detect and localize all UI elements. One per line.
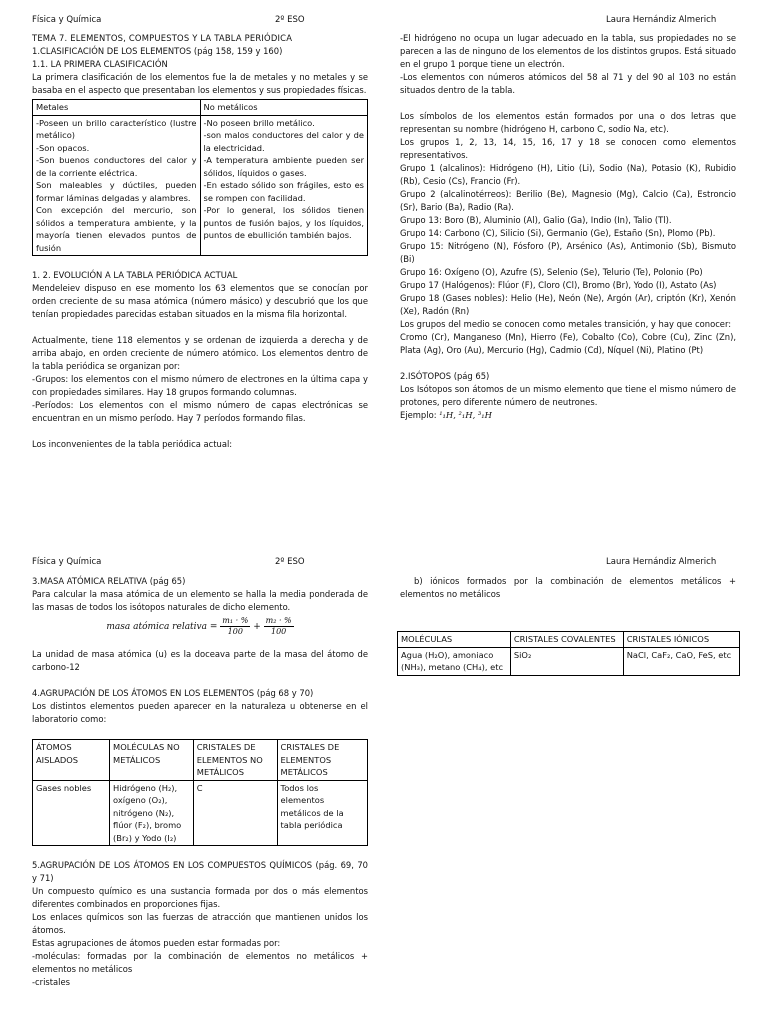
group-line: Grupo 17 (Halógenos): Flúor (F), Cloro (Cl), Bromo (Br), Yodo (I), Astato (As) [400, 280, 717, 290]
paragraph: Cromo (Cr), Manganeso (Mn), Hierro (Fe), Cobalto (Co), Cobre (Cu), Zinc (Zn), Plata (Ag), Oro (Au), Mercurio (Hg), Cadmio (Cd), Níquel (Ni), Platino (Pt) [400, 332, 736, 355]
group-line: Grupo 14: Carbono (C), Silicio (Si), Germanio (Ge), Estaño (Sn), Plomo (Pb). [400, 228, 716, 238]
table-header-cell: No metálicos [200, 100, 368, 116]
paragraph: Los distintos elementos pueden aparecer en la naturaleza u obtenerse en el laboratorio como: [32, 701, 368, 724]
header-grade: 2º ESO [275, 15, 305, 25]
paragraph: Los Isótopos son átomos de un mismo elemento que tiene el mismo número de protones, pero diferente número de neutrones. [400, 384, 736, 407]
page2-left-column [32, 575, 368, 989]
paragraph: La primera clasificación de los elementos fue la de metales y no metales y se basaba en el aspecto que presentaban los elementos y sus propiedades físicas. [32, 72, 368, 95]
paragraph: Los enlaces químicos son las fuerzas de atracción que mantienen unidos los átomos. [32, 912, 368, 935]
header-subject: Física y Química [32, 15, 102, 25]
example-label: Ejemplo: [400, 410, 437, 420]
table-header-cell: Metales [33, 100, 201, 116]
paragraph: La unidad de masa atómica (u) es la doceava parte de la masa del átomo de carbono-12 [32, 649, 368, 672]
nonmetal-property: -No poseen brillo metálico. [203, 117, 315, 128]
paragraph: -Períodos: Los elementos con el mismo número de capas electrónicas se encuentran en un mismo período. Hay 7 períodos formando filas. [32, 400, 368, 423]
group-line: Grupo 13: Boro (B), Aluminio (Al), Galio (Ga), Indio (In), Talio (Tl). [400, 215, 672, 225]
group-line: Grupo 16: Oxígeno (O), Azufre (S), Selenio (Se), Telurio (Te), Polonio (Po) [400, 267, 703, 277]
paragraph: Los grupos 1, 2, 13, 14, 15, 16, 17 y 18 se conocen como elementos representativos. [400, 137, 736, 160]
table-header-cell: MOLÉCULAS [398, 632, 511, 648]
header-subject: Física y Química [32, 557, 102, 567]
nonmetal-property: -son malos conductores del calor y de la electricidad. [203, 130, 364, 153]
paragraph: Los grupos del medio se conocen como metales transición, y hay que conocer: [400, 319, 732, 329]
section-heading: 1.CLASIFICACIÓN DE LOS ELEMENTOS (pág 158, 159 y 160) [32, 46, 283, 56]
example-line [400, 409, 736, 422]
paragraph: Los símbolos de los elementos están formados por una o dos letras que representan su nombre (hidrógeno H, carbono C, sodio Na, etc). [400, 111, 736, 134]
fraction-denominator: 100 [270, 627, 287, 636]
paragraph: -Grupos: los elementos con el mismo número de electrones en la última capa y con propiedades similares. Hay 18 grupos formando columnas. [32, 374, 368, 397]
table-cell: C [193, 780, 277, 846]
isotope-notation: ¹₁H, ²₁H, ³₁H [439, 410, 492, 420]
table-cell [33, 115, 201, 256]
table-cell: SiO₂ [510, 647, 623, 675]
header-author: Laura Hernándiz Almerich [606, 15, 717, 25]
metal-property: -Poseen un brillo característico (lustre metálico) [36, 117, 197, 140]
fraction [264, 616, 294, 637]
nonmetal-property: -En estado sólido son frágiles, esto es se rompen con facilidad. [203, 180, 364, 203]
page1-left-column [32, 32, 368, 451]
metal-property: -Son opacos. [36, 142, 90, 153]
table-header-cell: CRISTALES DE ELEMENTOS METÁLICOS [277, 740, 367, 781]
group-line: Grupo 2 (alcalinotérreos): Berilio (Be), Magnesio (Mg), Calcio (Ca), Estroncio (Sr), Bario (Ba), Radio (Ra). [400, 189, 736, 212]
table-cell: Todos los elementos metálicos de la tabla periódica [277, 780, 367, 846]
subsection-heading: 1. 2. EVOLUCIÓN A LA TABLA PERIÓDICA ACTUAL [32, 270, 238, 280]
formula-plus: + [253, 622, 261, 632]
table-cell: NaCl, CaF₂, CaO, FeS, etc [623, 647, 739, 675]
paragraph: -cristales [32, 977, 71, 987]
paragraph: -El hidrógeno no ocupa un lugar adecuado en la tabla, sus propiedades no se parecen a las de ninguno de los elementos de los distintos grupos. Está situado en el grupo 1 porque tiene un electrón. [400, 33, 736, 69]
section-heading: 2.ISÓTOPOS (pág 65) [400, 371, 490, 381]
metals-table [32, 99, 368, 256]
metal-property: -Son buenos conductores del calor y de la corriente eléctrica. [36, 155, 197, 178]
formula-lhs: masa atómica relativa = [106, 622, 218, 632]
group-line: Grupo 1 (alcalinos): Hidrógeno (H), Litio (Li), Sodio (Na), Potasio (K), Rubidio (Rb), Cesio (Cs), Francio (Fr). [400, 163, 736, 186]
relative-mass-formula [32, 616, 368, 637]
table-header-cell: ÁTOMOS AISLADOS [33, 740, 110, 781]
metal-property: Con excepción del mercurio, son sólidos a temperatura ambiente, y la mayoría tienen elevados puntos de fusión [36, 205, 197, 253]
table-header-cell: CRISTALES COVALENTES [510, 632, 623, 648]
subsection-heading: 1.1. LA PRIMERA CLASIFICACIÓN [32, 59, 168, 69]
fraction-numerator: m₂ · % [265, 616, 292, 625]
paragraph: Para calcular la masa atómica de un elemento se halla la media ponderada de las masas de todos los isótopos naturales de dicho elemento. [32, 589, 368, 612]
table-cell: Agua (H₂O), amoniaco (NH₃), metano (CH₄), etc [398, 647, 511, 675]
compounds-table [397, 631, 740, 676]
section-heading: 5.AGRUPACIÓN DE LOS ÁTOMOS EN LOS COMPUESTOS QUÍMICOS (pág. 69, 70 y 71) [32, 860, 368, 883]
header-grade: 2º ESO [275, 557, 305, 567]
paragraph: Los inconvenientes de la tabla periódica actual: [32, 439, 233, 449]
table-header-cell: CRISTALES DE ELEMENTOS NO METÁLICOS [193, 740, 277, 781]
fraction-denominator: 100 [227, 627, 243, 636]
fraction [220, 616, 250, 637]
paragraph: b) iónicos formados por la combinación de elementos metálicos + elementos no metálicos [400, 576, 736, 599]
paragraph: Mendeleiev dispuso en ese momento los 63 elementos que se conocían por orden creciente de su masa atómica (número másico) y descubrió que los que tenían propiedades parecidas estaban situados en la misma fila horizontal. [32, 283, 368, 319]
table-header-cell: MOLÉCULAS NO METÁLICOS [110, 740, 194, 781]
nonmetal-property: -Por lo general, los sólidos tienen puntos de fusión bajos, y los líquidos, puntos de ebullición también bajos. [203, 205, 364, 240]
table-cell [200, 115, 368, 256]
paragraph: Actualmente, tiene 118 elementos y se ordenan de izquierda a derecha y de arriba abajo, en orden creciente de número atómico. Los elementos dentro de la tabla periódica se organizan por: [32, 335, 368, 371]
fraction-numerator: m₁ · % [222, 616, 249, 625]
table-header-cell: CRISTALES IÓNICOS [623, 632, 739, 648]
table-cell: Gases nobles [33, 780, 110, 846]
page1-right-column [400, 32, 736, 422]
paragraph: -Los elementos con números atómicos del 58 al 71 y del 90 al 103 no están situados dentro de la tabla. [400, 72, 736, 95]
page2-right-column [400, 575, 736, 676]
paragraph: Un compuesto químico es una sustancia formada por dos o más elementos diferentes combinados en proporciones fijas. [32, 886, 368, 909]
topic-title: TEMA 7. ELEMENTOS, COMPUESTOS Y LA TABLA PERIÓDICA [32, 33, 293, 43]
elements-grouping-table [32, 739, 368, 846]
group-line: Grupo 18 (Gases nobles): Helio (He), Neón (Ne), Argón (Ar), criptón (Kr), Xenón (Xe), Radón (Rn) [400, 293, 736, 316]
section-heading: 4.AGRUPACIÓN DE LOS ÁTOMOS EN LOS ELEMENTOS (pág 68 y 70) [32, 688, 314, 698]
nonmetal-property: -A temperatura ambiente pueden ser sólidos, líquidos o gases. [203, 155, 364, 178]
section-heading: 3.MASA ATÓMICA RELATIVA (pág 65) [32, 576, 186, 586]
paragraph: -moléculas: formadas por la combinación de elementos no metálicos + elementos no metálicos [32, 951, 368, 974]
table-cell: Hidrógeno (H₂), oxígeno (O₂), nitrógeno (N₂), flúor (F₂), bromo (Br₂) y Yodo (I₂) [110, 780, 194, 846]
group-line: Grupo 15: Nitrógeno (N), Fósforo (P), Arsénico (As), Antimonio (Sb), Bismuto (Bi) [400, 241, 736, 264]
metal-property: Son maleables y dúctiles, pueden formar láminas delgadas y alambres. [36, 180, 197, 203]
paragraph: Estas agrupaciones de átomos pueden estar formadas por: [32, 938, 281, 948]
header-author: Laura Hernándiz Almerich [606, 557, 717, 567]
